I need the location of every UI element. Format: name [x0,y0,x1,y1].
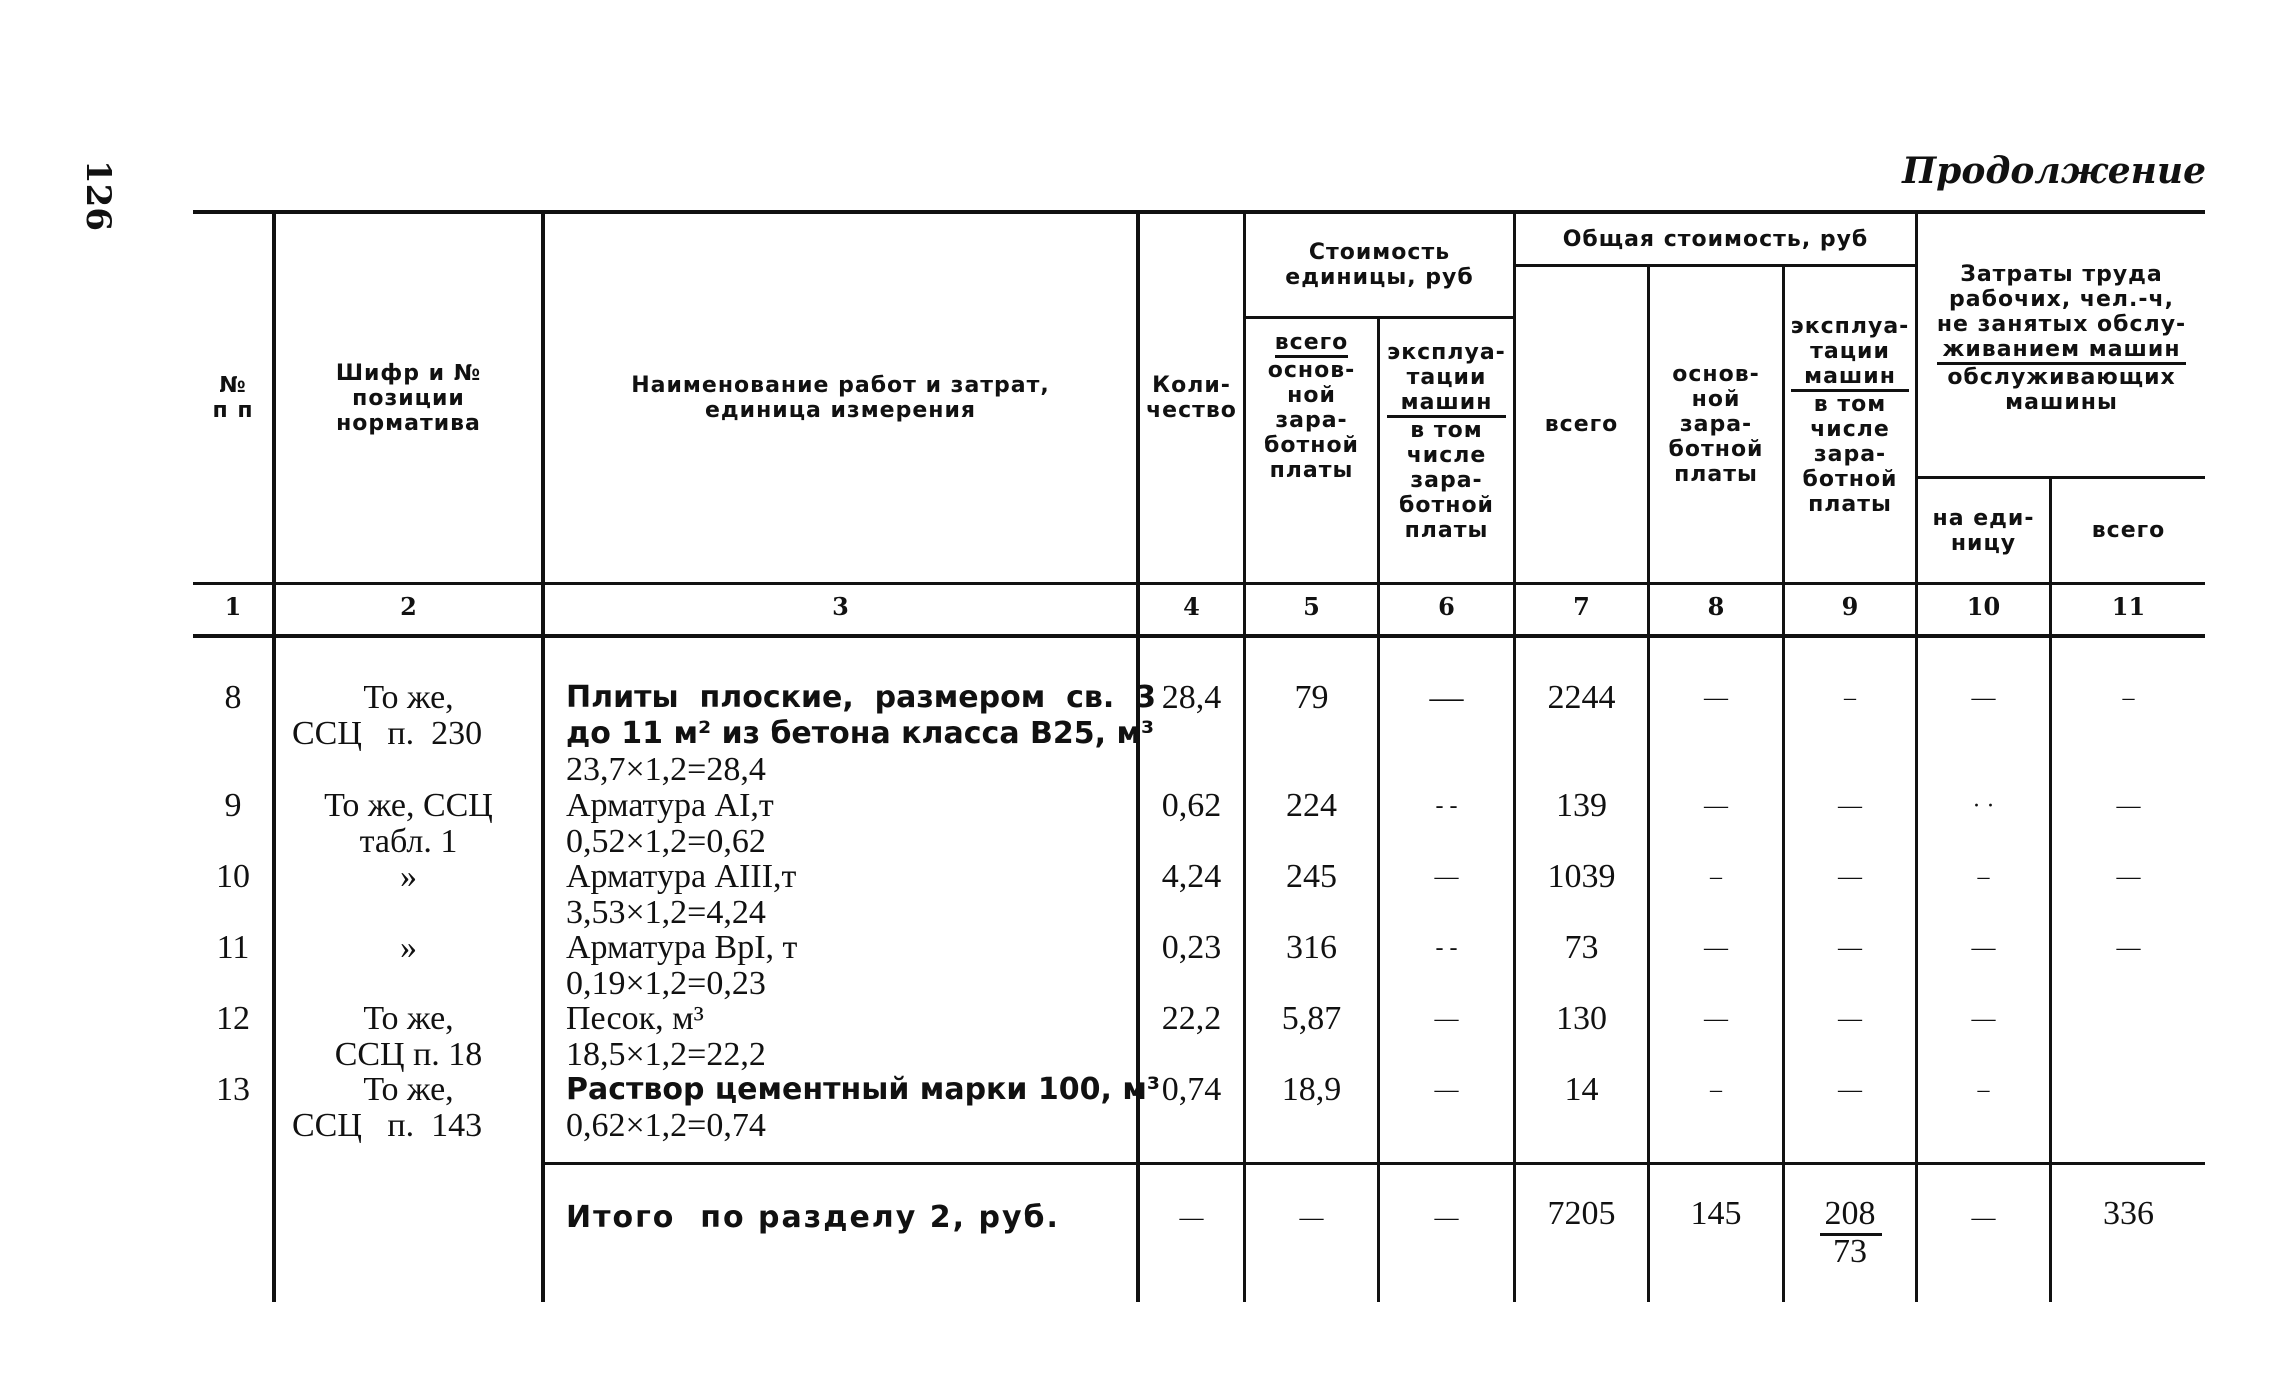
colnum-8: 8 [1707,592,1725,621]
summary-labor-total: 336 [2103,1195,2154,1232]
row-unit-total: 79 [1294,679,1329,716]
row-code-line: То же, [363,1071,454,1108]
header-col6 [1380,340,1513,543]
row-total: 1039 [1547,858,1616,895]
row-name-line: Песок, м³ [566,1000,704,1037]
row-name-line: Арматура АIII,т [566,858,797,895]
row-code-line: То же, ССЦ [324,787,493,824]
row-qty: 22,2 [1161,1000,1222,1037]
row-total-wage: – [1710,864,1722,890]
header-col9-bottom: в том числе зара- ботной платы [1802,392,1898,517]
row-total-wage: — [1704,793,1728,819]
summary-total-mach-denominator: 73 [1833,1233,1867,1270]
row-code-line: То же, [363,679,454,716]
row-name-line: 23,7×1,2=28,4 [566,751,766,788]
header-col6-bottom: в том числе зара- ботной платы [1399,418,1494,543]
row-code-line: ССЦ п. 230 [292,715,483,752]
row-number: 9 [224,787,242,824]
header-col5-top: всего [1275,330,1349,358]
row-number: 10 [216,858,250,895]
header-total-cost-group: Общая стоимость, руб [1562,226,1869,252]
colnum-9: 9 [1841,592,1859,621]
row-number: 13 [216,1071,250,1108]
continuation-label: Продолжение [1902,150,2206,192]
row-total: 2244 [1547,679,1616,716]
header-col2: Шифр и № позиции норматива [335,360,482,436]
column-numbers-bottom-rule [193,634,2205,638]
row-code-line: То же, [363,1000,454,1037]
row-code-line: » [400,858,417,895]
row-unit-total: 224 [1286,787,1337,824]
row-total-wage: — [1704,935,1728,961]
row-labor-total: — [2116,793,2141,819]
row-unit-mach: — [1434,864,1459,890]
row-qty: 0,62 [1161,787,1222,824]
row-code-line: ССЦ п. 143 [292,1107,483,1144]
row-number: 11 [216,929,250,966]
header-col4: Коли- чество [1146,373,1237,423]
header-col5 [1246,330,1377,483]
row-name-line: 18,5×1,2=22,2 [566,1036,766,1073]
row-unit-total: 5,87 [1281,1000,1342,1037]
row-total: 73 [1564,929,1599,966]
row-code-line: ССЦ п. 18 [334,1036,483,1073]
row-total-mach: — [1838,864,1862,890]
colnum-3: 3 [832,592,849,621]
row-name-line: до 11 м² из бетона класса В25, м³ [566,716,1155,751]
header-col9 [1785,314,1915,517]
header-labor-group-bottom: обслуживающих машины [1947,365,2176,415]
row-qty: 0,74 [1161,1071,1222,1108]
row-code-line: табл. 1 [359,823,458,860]
colnum-5: 5 [1303,592,1320,621]
row-labor-total: — [2116,864,2141,890]
row-qty: 0,23 [1161,929,1222,966]
header-labor-group-top: Затраты труда рабочих, чел.-ч, не занятых обслу- живанием машин [1937,262,2186,365]
row-name-line: 0,19×1,2=0,23 [566,965,766,1002]
row-total: 14 [1564,1071,1599,1108]
row-name-line: Арматура АI,т [566,787,774,824]
header-bottom-rule [193,582,2205,585]
header-col5-bottom: основ- ной зара- ботной платы [1264,358,1359,483]
summary-label: Итого по разделу 2, руб. [566,1200,1060,1235]
row-qty: 4,24 [1161,858,1222,895]
colnum-7: 7 [1573,592,1590,621]
row-unit-mach: — [1434,1006,1459,1032]
row-labor-total: — [2116,935,2141,961]
row-total-wage: — [1704,1006,1728,1032]
summary-total-mach-numerator: 208 [1824,1195,1876,1232]
summary-top-rule [545,1162,2205,1165]
row-name-line: Арматура ВрI, т [566,929,798,966]
row-labor-unit: — [1971,685,1996,711]
row-total-mach: — [1838,1006,1862,1032]
row-number: 8 [224,679,242,716]
row-total-mach: — [1838,793,1862,819]
header-col11: всего [2091,518,2166,543]
row-labor-unit: – [1977,864,1990,890]
summary-total-wage: 145 [1690,1195,1742,1232]
header-col8: основ- ной зара- ботной платы [1668,362,1764,487]
row-name-line: Раствор цементный марки 100, м³ [566,1072,1160,1107]
colnum-2: 2 [400,592,417,621]
row-code-line: » [400,929,417,966]
row-name-line: 0,52×1,2=0,62 [566,823,766,860]
row-unit-mach: — [1429,679,1464,716]
row-qty: 28,4 [1161,679,1222,716]
row-labor-total: – [2122,685,2135,711]
row-total-wage: — [1704,685,1728,711]
header-unit-cost-group: Стоимость единицы, руб [1285,240,1474,290]
row-labor-unit: — [1971,935,1996,961]
row-number: 12 [216,1000,250,1037]
header-labor-group [1918,262,2205,415]
row-labor-unit: · · [1972,793,1995,819]
header-col6-top: эксплуа- тации машин [1387,340,1506,418]
summary-qty: — [1179,1205,1204,1231]
colnum-10: 10 [1966,592,2001,621]
row-name-line: 3,53×1,2=4,24 [566,894,766,931]
row-total: 139 [1556,787,1607,824]
row-name-line: Плиты плоские, размером св. 3 [566,680,1157,715]
row-name-line: 0,62×1,2=0,74 [566,1107,766,1144]
colnum-1: 1 [224,592,242,621]
row-unit-mach: - - [1435,793,1458,819]
page-number: 126 [78,160,118,231]
header-col10: на еди- ницу [1932,505,2035,556]
header-col3: Наименование работ и затрат, единица измерения [631,373,1050,423]
header-col7: всего [1544,412,1619,437]
row-unit-mach: - - [1435,935,1458,961]
row-labor-unit: – [1977,1077,1990,1103]
row-labor-unit: — [1971,1006,1996,1032]
row-total-wage: – [1710,1077,1722,1103]
colnum-6: 6 [1438,592,1455,621]
header-col1: № п п [212,373,254,423]
row-total: 130 [1556,1000,1607,1037]
row-unit-total: 316 [1286,929,1337,966]
summary-unit-total: — [1299,1205,1324,1231]
summary-total: 7205 [1547,1195,1616,1232]
row-unit-mach: — [1434,1077,1459,1103]
row-unit-total: 245 [1286,858,1337,895]
row-total-mach: — [1838,1077,1862,1103]
summary-unit-mach: — [1434,1205,1459,1231]
header-col9-top: эксплуа- тации машин [1791,314,1910,392]
row-total-mach: — [1838,935,1862,961]
summary-labor-unit: — [1971,1205,1996,1231]
row-unit-total: 18,9 [1281,1071,1342,1108]
colnum-4: 4 [1183,592,1200,621]
row-total-mach: – [1844,685,1856,711]
colnum-11: 11 [2111,592,2146,621]
